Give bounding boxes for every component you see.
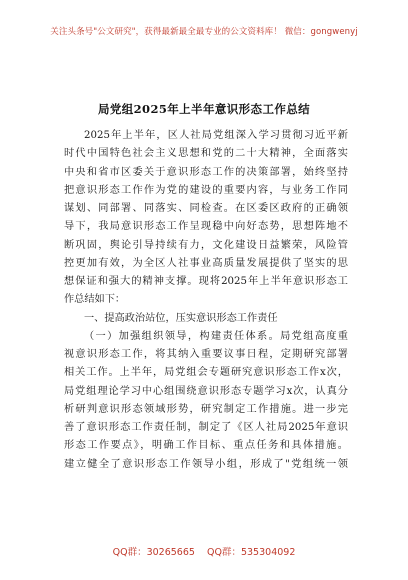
paragraph-line: （一）加强组织领导，构建责任体系。局党组高度重 — [84, 330, 348, 342]
paragraph-line: 作总结如下： — [64, 294, 126, 306]
paragraph-line: 断巩固，舆论引导持续有力，文化建设日益繁荣，风险管 — [64, 239, 348, 251]
paragraph-line: 析研判意识形态领域形势，研究制定工作措施。进一步完 — [64, 403, 348, 415]
section-heading: 一、提高政治站位，压实意识形态工作责任 — [84, 312, 278, 324]
qq-group-2: QQ群：535304092 — [207, 547, 296, 558]
paragraph-line: 时代中国特色社会主义思想和党的二十大精神，全面落实 — [64, 148, 348, 160]
paragraph-line: 想保证和强大的精神支撑。现将2025年上半年意识形态工 — [64, 276, 348, 287]
paragraph-line: 控更加有效，为全区人社事业高质量发展提供了坚实的思 — [64, 257, 348, 269]
document-body — [64, 127, 348, 474]
paragraph-line: 2025年上半年，区人社局党组深入学习贯彻习近平新 — [84, 130, 348, 141]
paragraph-line: 建立健全了意识形态工作领导小组，形成了"党组统一领 — [64, 458, 348, 470]
paragraph-line: 导下，我局意识形态工作呈现稳中向好态势，思想阵地不 — [64, 221, 348, 233]
paragraph-line: 谋划、同部署、同落实、同检查。在区委区政府的正确领 — [64, 203, 348, 214]
paragraph-line: 相关工作。上半年，局党组会专题研究意识形态工作x次， — [64, 367, 348, 379]
paragraph-line: 把意识形态工作作为党的建设的重要内容，与业务工作同 — [64, 184, 348, 196]
paragraph-line: 中央和省市区委关于意识形态工作的决策部署，始终坚持 — [64, 166, 348, 178]
paragraph-line: 善了意识形态工作责任制，制定了《区人社局2025年意识 — [64, 422, 348, 433]
footer-qq-groups — [0, 544, 408, 558]
header-promo-note: 关注头条号"公文研究"，获得最新最全最专业的公文资料库！ 微信：gongwenyj — [50, 27, 358, 37]
document-title: 局党组2025年上半年意识形态工作总结 — [97, 102, 311, 116]
paragraph-line: 局党组理论学习中心组围绕意识形态专题学习x次，认真分 — [64, 385, 348, 397]
paragraph-line: 视意识形态工作，将其纳入重要议事日程，定期研究部署 — [64, 349, 348, 360]
qq-group-1: QQ群：30265665 — [112, 547, 195, 558]
paragraph-line: 形态工作要点》，明确工作目标、重点任务和具体措施。 — [64, 440, 348, 452]
